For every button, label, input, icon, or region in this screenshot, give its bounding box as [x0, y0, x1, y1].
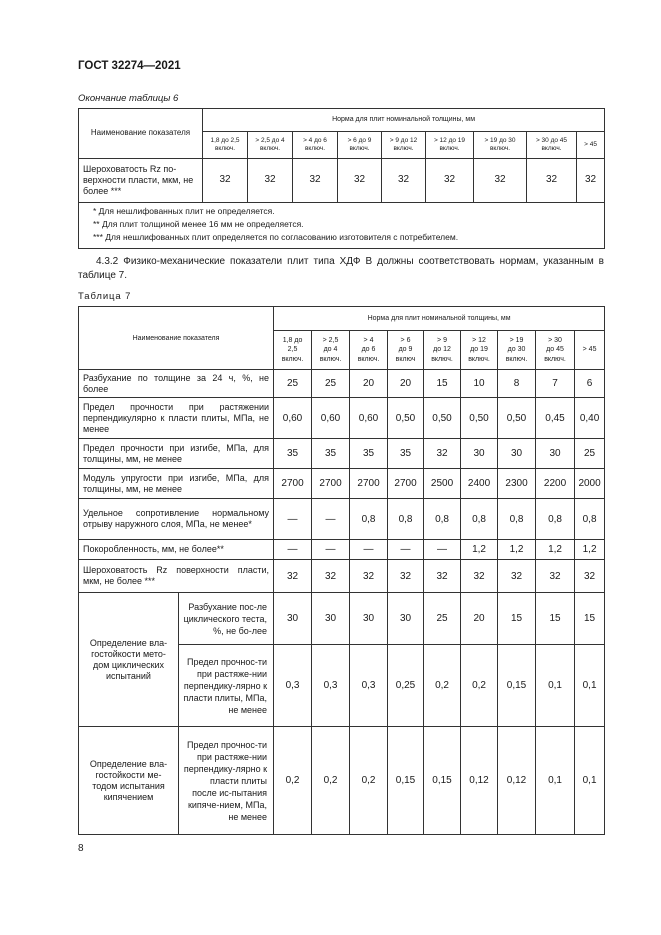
- table7-thickness-col: [461, 331, 498, 370]
- thickness-line: до 6: [361, 346, 376, 354]
- page-number: 8: [78, 843, 84, 854]
- thickness-line: 1,8 до: [282, 336, 303, 344]
- table-cell: —: [274, 499, 312, 540]
- thickness-range: > 30 до 45: [535, 136, 568, 144]
- thickness-range: > 19 до 30: [484, 136, 516, 144]
- table-cell: 0,3: [274, 645, 312, 727]
- thickness-line: > 30: [548, 336, 562, 344]
- thickness-line: включ.: [357, 355, 380, 363]
- group-label-boiling: Определение вла-гостойкости ме-тодом испытания кипячением: [79, 727, 179, 835]
- table-cell: 0,50: [461, 398, 498, 439]
- table-cell: 10: [461, 370, 498, 398]
- table-cell: 32: [577, 159, 605, 203]
- table-cell: 0,12: [498, 727, 536, 835]
- table-cell: 30: [461, 439, 498, 469]
- table-cell: 35: [350, 439, 388, 469]
- table-cell: 0,15: [498, 645, 536, 727]
- subrow-label: Предел прочнос-ти при растяже-нии перпендику-лярно к пласти плиты после ис-пытания кипяче-нием, МПа, не менее: [179, 727, 274, 835]
- table-cell: 32: [424, 439, 461, 469]
- table-cell: 0,50: [424, 398, 461, 439]
- row-label: Разбухание по толщине за 24 ч, %, не более: [79, 370, 274, 398]
- table-cell: 1,2: [575, 540, 605, 560]
- table-cell: 30: [312, 593, 350, 645]
- thickness-line: > 19: [509, 336, 524, 344]
- table-cell: 0,60: [312, 398, 350, 439]
- table-cell: 32: [426, 159, 474, 203]
- row-label: Покоробленность, мм, не более**: [79, 540, 274, 560]
- thickness-range: > 45: [584, 140, 597, 148]
- table-cell: 0,8: [575, 499, 605, 540]
- footnote: *** Для нешлифованных плит определяется по согласованию изготовителя с потребителем.: [93, 232, 459, 242]
- table-cell: 0,1: [536, 645, 575, 727]
- table-cell: 0,8: [498, 499, 536, 540]
- table-cell: 32: [248, 159, 293, 203]
- table-cell: 15: [498, 593, 536, 645]
- table-cell: 2200: [536, 469, 575, 499]
- table-cell: 20: [388, 370, 424, 398]
- table-7: [78, 306, 605, 835]
- table6-footnotes: [79, 203, 605, 249]
- thickness-range-incl: включ.: [259, 145, 281, 152]
- table-cell: 2400: [461, 469, 498, 499]
- thickness-range-incl: включ.: [304, 145, 326, 152]
- table-row: [79, 499, 605, 540]
- table7-name-header: Наименование показателя: [79, 307, 274, 370]
- table-6: [78, 108, 605, 249]
- table-cell: 0,15: [424, 727, 461, 835]
- thickness-range: > 2,5 до 4: [255, 136, 285, 144]
- table-row: [79, 727, 605, 835]
- thickness-line: до 4: [323, 346, 338, 354]
- table-cell: 32: [388, 560, 424, 593]
- row-label: Шероховатость Rz поверхности пласти, мкм, не более ***: [79, 560, 274, 593]
- row-label: Предел прочности при изгибе, МПа, для толщины, мм, не менее: [79, 439, 274, 469]
- table-cell: 0,2: [424, 645, 461, 727]
- table-cell: 32: [536, 560, 575, 593]
- table-cell: 0,8: [424, 499, 461, 540]
- table-cell: 32: [293, 159, 338, 203]
- table-cell: 15: [536, 593, 575, 645]
- thickness-line: до 30: [507, 346, 526, 354]
- table-cell: 15: [575, 593, 605, 645]
- table-cell: 8: [498, 370, 536, 398]
- thickness-range-incl: включ.: [349, 145, 370, 152]
- thickness-line: включ.: [319, 355, 342, 363]
- thickness-range: > 6 до 9: [347, 136, 372, 144]
- table-cell: 32: [527, 159, 577, 203]
- table6-thickness-col: [426, 132, 474, 159]
- row-label: Модуль упругости при изгибе, МПа, для толщины, мм, не менее: [79, 469, 274, 499]
- standard-header: ГОСТ 32274—2021: [78, 60, 181, 72]
- table6-norm-header: Норма для плит номинальной толщины, мм: [203, 109, 605, 132]
- table-cell: 32: [274, 560, 312, 593]
- table-row: [79, 159, 605, 203]
- table-cell: 35: [388, 439, 424, 469]
- table-cell: 35: [312, 439, 350, 469]
- thickness-line: включ.: [544, 355, 566, 363]
- table6-thickness-col: [474, 132, 527, 159]
- table-cell: 0,50: [388, 398, 424, 439]
- thickness-line: до 9: [398, 346, 413, 354]
- table7-thickness-col: [350, 331, 388, 370]
- thickness-line: > 6: [400, 336, 411, 344]
- group-label-cyclic: Определение вла-гостойкости мето-дом циклических испытаний: [79, 593, 179, 727]
- table-row: [79, 593, 605, 645]
- table-cell: 1,2: [461, 540, 498, 560]
- footnote: * Для нешлифованных плит не определяется.: [93, 206, 275, 216]
- row-label: Предел прочности при растяжении перпендикулярно к пласти плиты, МПа, не менее: [79, 398, 274, 439]
- thickness-line: > 9: [437, 336, 447, 344]
- table7-norm-header: Норма для плит номинальной толщины, мм: [274, 307, 605, 331]
- thickness-line: до 12: [433, 346, 451, 354]
- table-cell: 0,2: [312, 727, 350, 835]
- table6-name-header: Наименование показателя: [79, 109, 203, 159]
- table-cell: 0,3: [312, 645, 350, 727]
- table-cell: 6: [575, 370, 605, 398]
- thickness-line: до 45: [546, 346, 564, 354]
- table-cell: 32: [338, 159, 382, 203]
- table-cell: 25: [312, 370, 350, 398]
- table-cell: —: [274, 540, 312, 560]
- table6-thickness-col: [293, 132, 338, 159]
- table-cell: 2000: [575, 469, 605, 499]
- table7-thickness-col: [312, 331, 350, 370]
- table-row: [79, 540, 605, 560]
- table7-thickness-col: [388, 331, 424, 370]
- table-cell: 0,8: [350, 499, 388, 540]
- footnote: ** Для плит толщиной менее 16 мм не определяется.: [93, 219, 304, 229]
- paragraph-4-3-2: 4.3.2 Физико-механические показатели плит типа ХДФ В должны соответствовать нормам, указанным в таблице 7.: [78, 256, 604, 281]
- table-cell: 32: [461, 560, 498, 593]
- table-cell: 0,1: [536, 727, 575, 835]
- table7-thickness-col: [498, 331, 536, 370]
- table-cell: 32: [312, 560, 350, 593]
- table-cell: 0,8: [388, 499, 424, 540]
- table7-thickness-col: [274, 331, 312, 370]
- table-row: [79, 370, 605, 398]
- table-cell: —: [424, 540, 461, 560]
- row-label: Шероховатость Rz по-верхности пласти, мкм, не более ***: [79, 159, 203, 203]
- thickness-line: > 45: [582, 346, 597, 354]
- table-cell: 15: [424, 370, 461, 398]
- table-cell: 32: [575, 560, 605, 593]
- table-cell: 0,3: [350, 645, 388, 727]
- thickness-line: включ.: [431, 355, 453, 363]
- thickness-range: > 4 до 6: [303, 136, 327, 144]
- thickness-line: > 2,5: [322, 336, 339, 344]
- thickness-range-incl: включ.: [439, 145, 460, 152]
- table-cell: 0,50: [498, 398, 536, 439]
- table-cell: 20: [350, 370, 388, 398]
- table-row: [79, 469, 605, 499]
- table-cell: 0,45: [536, 398, 575, 439]
- table-cell: 0,8: [536, 499, 575, 540]
- table-cell: 0,1: [575, 727, 605, 835]
- table-cell: 2700: [274, 469, 312, 499]
- table-cell: —: [312, 499, 350, 540]
- table-cell: —: [312, 540, 350, 560]
- table-cell: 0,40: [575, 398, 605, 439]
- thickness-line: > 12: [472, 336, 486, 344]
- thickness-range-incl: включ.: [541, 145, 562, 152]
- table-cell: —: [350, 540, 388, 560]
- table-cell: 1,2: [498, 540, 536, 560]
- table-cell: 25: [274, 370, 312, 398]
- table-cell: 1,2: [536, 540, 575, 560]
- subrow-label: Разбухание пос-ле циклического теста, %, не бо-лее: [179, 593, 274, 645]
- table-cell: 30: [350, 593, 388, 645]
- thickness-range: 1,8 до 2,5: [210, 136, 240, 144]
- table6-thickness-col: [527, 132, 577, 159]
- thickness-line: включ.: [505, 355, 528, 363]
- thickness-line: > 4: [363, 336, 374, 344]
- table-cell: 2300: [498, 469, 536, 499]
- table6-thickness-col: [338, 132, 382, 159]
- subrow-label: Предел прочнос-ти при растяже-нии перпендику-лярно к пласти плиты, МПа, не менее: [179, 645, 274, 727]
- thickness-range: > 12 до 19: [433, 136, 466, 144]
- table-cell: 32: [498, 560, 536, 593]
- table-cell: 32: [424, 560, 461, 593]
- table6-thickness-col: [203, 132, 248, 159]
- table-cell: 0,2: [461, 645, 498, 727]
- table6-caption: Окончание таблицы 6: [78, 93, 179, 104]
- table-cell: 30: [498, 439, 536, 469]
- table-cell: 0,1: [575, 645, 605, 727]
- table-cell: 35: [274, 439, 312, 469]
- table-cell: 0,2: [274, 727, 312, 835]
- table7-thickness-col: [536, 331, 575, 370]
- thickness-line: до 19: [470, 346, 488, 354]
- table-cell: 20: [461, 593, 498, 645]
- table-cell: 0,12: [461, 727, 498, 835]
- thickness-range-incl: включ.: [214, 145, 236, 152]
- table-cell: —: [388, 540, 424, 560]
- table-cell: 0,60: [274, 398, 312, 439]
- table-row: [79, 560, 605, 593]
- table-cell: 2700: [350, 469, 388, 499]
- table7-thickness-col: [424, 331, 461, 370]
- table-cell: 7: [536, 370, 575, 398]
- table-cell: 0,2: [350, 727, 388, 835]
- table-cell: 30: [388, 593, 424, 645]
- table7-caption: Таблица 7: [78, 291, 132, 302]
- table-cell: 2500: [424, 469, 461, 499]
- thickness-range-incl: включ.: [489, 145, 511, 152]
- table6-thickness-col: [577, 132, 605, 159]
- table-cell: 0,25: [388, 645, 424, 727]
- thickness-range: > 9 до 12: [389, 136, 418, 144]
- table-cell: 32: [203, 159, 248, 203]
- table-cell: 30: [536, 439, 575, 469]
- table-cell: 32: [350, 560, 388, 593]
- table-cell: 0,15: [388, 727, 424, 835]
- thickness-range-incl: включ.: [393, 145, 414, 152]
- table7-thickness-col: [575, 331, 605, 370]
- thickness-line: включ.: [468, 355, 490, 363]
- table-cell: 30: [274, 593, 312, 645]
- table6-thickness-col: [248, 132, 293, 159]
- thickness-line: 2,5: [287, 346, 298, 354]
- thickness-line: включ.: [281, 355, 304, 363]
- table-cell: 32: [474, 159, 527, 203]
- table-cell: 0,60: [350, 398, 388, 439]
- table-cell: 2700: [312, 469, 350, 499]
- table-cell: 2700: [388, 469, 424, 499]
- table-cell: 0,8: [461, 499, 498, 540]
- table-cell: 25: [424, 593, 461, 645]
- table6-thickness-col: [382, 132, 426, 159]
- thickness-line: включ: [395, 355, 416, 363]
- table-cell: 25: [575, 439, 605, 469]
- row-label: Удельное сопротивление нормальному отрыву наружного слоя, МПа, не менее*: [79, 499, 274, 540]
- table-cell: 32: [382, 159, 426, 203]
- table-row: [79, 439, 605, 469]
- table-row: [79, 398, 605, 439]
